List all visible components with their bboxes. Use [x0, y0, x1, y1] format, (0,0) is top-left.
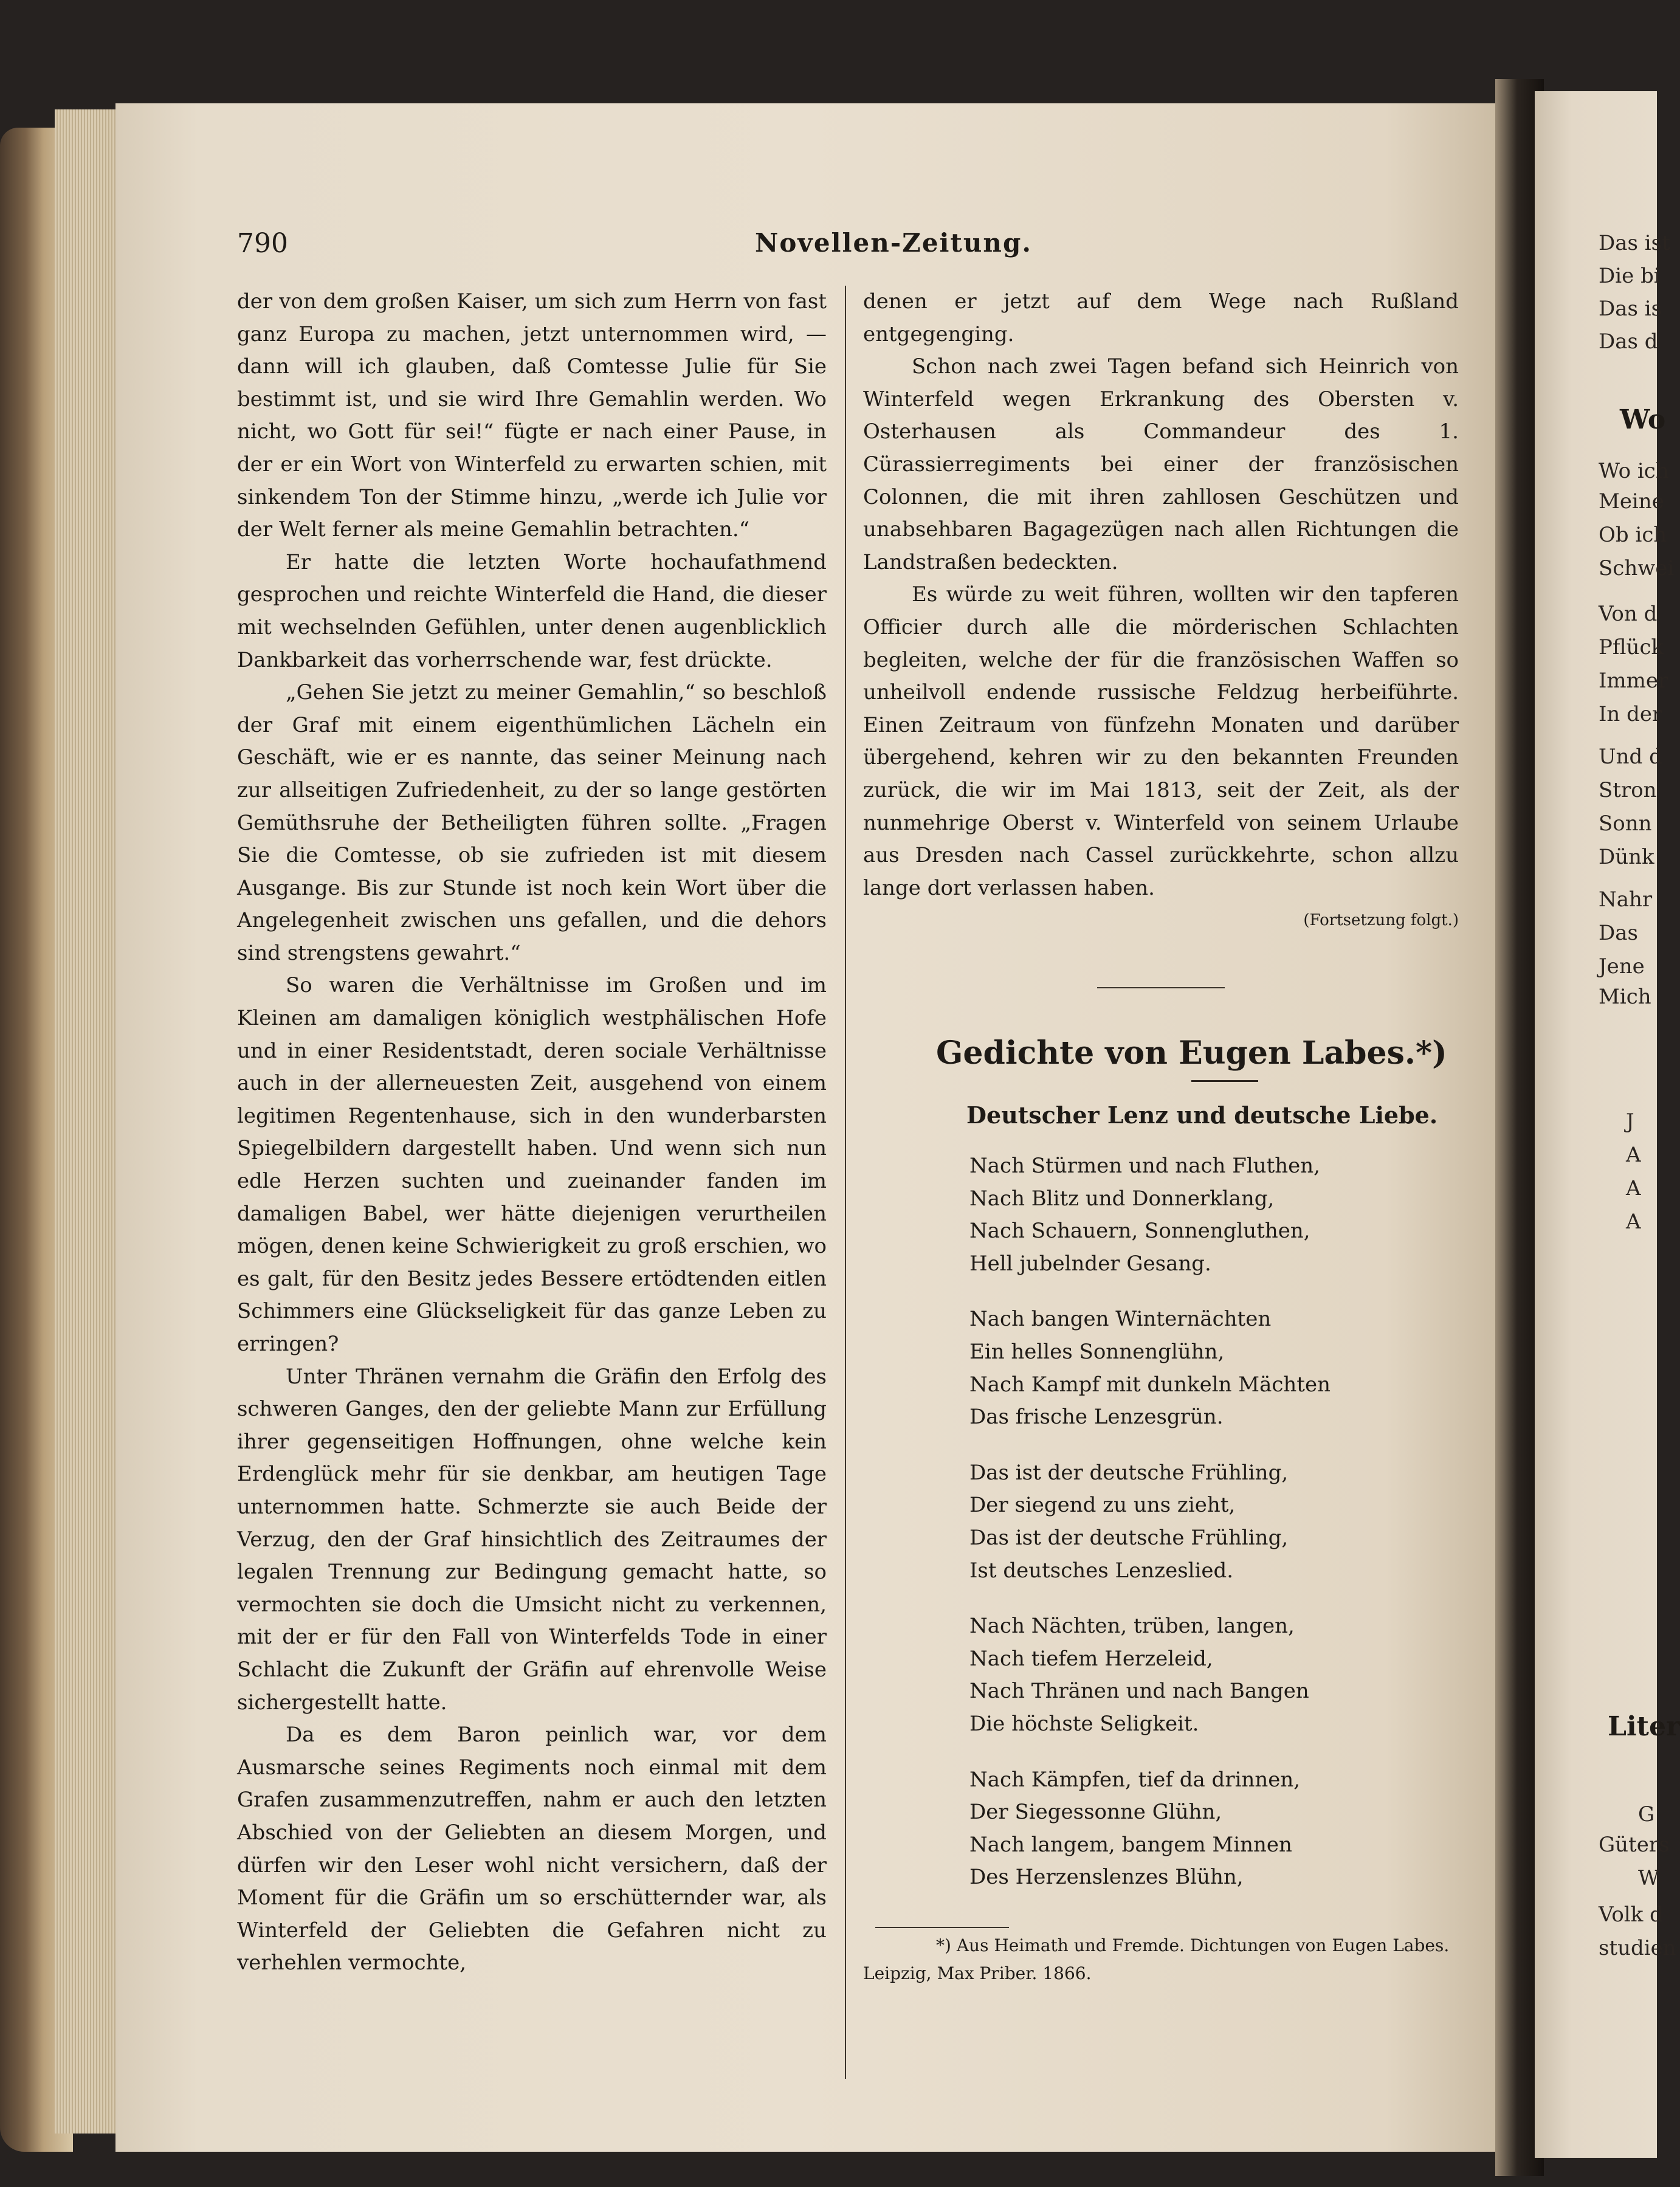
poem-stanza — [969, 1457, 1459, 1587]
poem-stanza — [969, 1303, 1459, 1433]
poem-line: Des Herzenslenzes Blühn, — [969, 1865, 1244, 1890]
poem-stanza — [969, 1150, 1459, 1280]
poem-line: Das ist der deutsche Frühling, — [969, 1460, 1289, 1485]
right-column — [863, 286, 1459, 1988]
next-page-line: In der — [1599, 702, 1662, 726]
footnote — [863, 1932, 1459, 1988]
poem-line: Hell jubelnder Gesang. — [969, 1251, 1211, 1276]
poem-line: Die höchste Seligkeit. — [969, 1711, 1199, 1736]
next-page-fragment — [1535, 91, 1680, 2158]
continuation-note: (Fortsetzung folgt.) — [1303, 911, 1459, 930]
poem-line: Nach Kämpfen, tief da drinnen, — [969, 1767, 1301, 1792]
poem-line: Nach Kampf mit dunkeln Mächten — [969, 1372, 1331, 1397]
poem-line: Nach Thränen und nach Bangen — [969, 1679, 1309, 1704]
next-page-line: Güters — [1599, 1833, 1670, 1857]
poem-line: Der Siegessonne Glühn, — [969, 1800, 1222, 1825]
poem-line: Ein helles Sonnenglühn, — [969, 1340, 1225, 1365]
poem-line: Der siegend zu uns zieht, — [969, 1493, 1236, 1518]
next-page-line: A — [1626, 1210, 1641, 1234]
paragraph: Unter Thränen vernahm die Gräfin den Erfolg des schweren Ganges, den der geliebte Mann zur Erfüllung ihrer gegenseitigen Hoffnungen, ohne welche kein Erdenglück mehr für sie denkbar, am heutigen Tage unternommen hatte. Schmerzte sie auch Beide der Verzug, den der Graf hinsichtlich des Zeitraumes der legalen Trennung zur Bedingung gemacht hatte, so vermochten sie doch die Umsicht nicht zu verkennen, mit der er für den Fall von Winterfelds Tode in einer Schlacht die Zukunft der Gräfin auf ehrenvolle Weise sichergestellt hatte. — [237, 1364, 827, 1715]
paragraph: Er hatte die letzten Worte hochaufathmend gesprochen und reichte Winterfeld die Hand, die dieser mit wechselnden Gefühlen, unter denen augenblicklich Dankbarkeit das vorherrschende war, fest drückte. — [237, 549, 827, 672]
next-page-line: Jene — [1599, 954, 1645, 979]
footnote-line: Leipzig, Max Priber. 1866. — [863, 1963, 1092, 1983]
next-page-line: J — [1626, 1109, 1634, 1134]
next-page-line: Sonn — [1599, 811, 1652, 836]
poem-stanza — [969, 1764, 1459, 1894]
book-page — [115, 103, 1495, 2152]
poem-line: Das ist der deutsche Frühling, — [969, 1526, 1289, 1550]
next-page-line: Von d — [1599, 602, 1658, 626]
next-page-line: Pflück — [1599, 635, 1664, 660]
next-page-line: Dünk — [1599, 845, 1654, 869]
next-page-heading: Liter — [1608, 1711, 1680, 1742]
next-page-line: A — [1626, 1176, 1641, 1200]
poem-stanza — [969, 1610, 1459, 1740]
next-page-line: W — [1638, 1866, 1659, 1890]
next-page-line: Mich — [1599, 985, 1651, 1009]
next-page-line: Volk d — [1599, 1903, 1663, 1927]
poem-line: Nach langem, bangem Minnen — [969, 1832, 1292, 1857]
paragraph: Es würde zu weit führen, wollten wir den tapferen Officier durch alle die mörderischen Schlachten begleiten, welche der für die französischen Waffen so unheilvoll endende russische Feldzug herbeiführte. Einen Zeitraum von fünfzehn Monaten und darüber übergehend, kehren wir zu den bekannten Freunden zurück, die wir im Mai 1813, seit der Zeit, als der nunmehrige Oberst v. Winterfeld von seinem Urlaube aus Dresden nach Cassel zurückkehrte, schon allzu lange dort verlassen haben. — [863, 582, 1459, 900]
poem-line: Nach bangen Winternächten — [969, 1307, 1272, 1332]
paragraph: der von dem großen Kaiser, um sich zum Herrn von fast ganz Europa zu machen, jetzt unternommen wird, — dann will ich glauben, daß Comtesse Julie für Sie bestimmt ist, und sie wird Ihre Gemahlin werden. Wo nicht, wo Gott für sei!“ fügte er nach einer Pause, in der er ein Wort von Winterfeld zu erwarten schien, mit sinkendem Ton der Stimme hinzu, „werde ich Julie vor der Welt ferner als meine Gemahlin betrachten.“ — [237, 289, 827, 542]
next-page-line: Meine — [1599, 489, 1664, 514]
poem-line: Nach Nächten, trüben, langen, — [969, 1614, 1295, 1639]
column-divider — [845, 286, 846, 2079]
poem-line: Nach tiefem Herzeleid, — [969, 1646, 1213, 1671]
next-page-line: Schwei — [1599, 556, 1675, 580]
title-underline — [1191, 1080, 1258, 1082]
poem-line: Nach Blitz und Donnerklang, — [969, 1186, 1275, 1211]
left-column — [237, 286, 827, 1980]
paragraph: So waren die Verhältnisse im Großen und im Kleinen am damaligen königlich westphälischen Hofe und in einer Residentstadt, deren sociale Verhältnisse auch in der allerneuesten Zeit, ausgehend von einem legitimen Regentenhause, sich in den wunderbarsten Spiegelbildern dargestellt haben. Und wenn sich nun edle Herzen suchten und zueinander fanden im damaligen Babel, wer hätte diejenigen verurtheilen mögen, denen keine Schwierigkeit zu groß erschien, wo es galt, für den Besitz jedes Bessere ertödtenden eitlen Schimmers eine Glückseligkeit für das ganze Leben zu erringen? — [237, 973, 827, 1356]
next-page-line: Das d — [1599, 329, 1658, 354]
next-page-line: Das is — [1599, 297, 1662, 321]
next-page-heading: Wo — [1620, 404, 1666, 435]
next-page-line: studien — [1599, 1936, 1676, 1960]
paragraph: Schon nach zwei Tagen befand sich Heinrich von Winterfeld wegen Erkrankung des Obersten v. Osterhausen als Commandeur des 1. Cürassierregiments bei einer der französischen Colonnen, die mit ihren zahllosen Geschützen und unabsehbaren Bagagezügen nach allen Richtungen die Landstraßen bedeckten. — [863, 354, 1459, 574]
footnote-rule — [875, 1927, 1009, 1928]
paragraph: Da es dem Baron peinlich war, vor dem Ausmarsche seines Regiments noch einmal mit dem Grafen zusammenzutreffen, nahm er auch den letzten Abschied von der Geliebten an diesem Morgen, und dürfen wir den Leser wohl nicht versichern, daß der Moment für die Gräfin um so erschütternder war, als Winterfeld der Geliebten die Gefahren nicht zu verhehlen vermochte, — [237, 1723, 827, 1975]
next-page-line: Das — [1599, 921, 1638, 945]
next-page-line: Immer — [1599, 669, 1668, 693]
paragraph: denen er jetzt auf dem Wege nach Rußland entgegenging. — [863, 289, 1459, 346]
next-page-line: Und d — [1599, 745, 1662, 769]
page-number: 790 — [237, 228, 288, 259]
section-divider — [1097, 987, 1225, 988]
poem-line: Nach Schauern, Sonnengluthen, — [969, 1219, 1310, 1244]
page-header — [115, 228, 1495, 264]
next-page-line: Ob ich — [1599, 523, 1667, 547]
running-title: Novellen-Zeitung. — [755, 228, 1032, 258]
poem-line: Ist deutsches Lenzeslied. — [969, 1558, 1234, 1583]
next-page-line: Stron — [1599, 778, 1657, 802]
next-page-line: A — [1626, 1143, 1641, 1167]
poem-collection-title: Gedichte von Eugen Labes.*) — [936, 1034, 1447, 1072]
poem-body — [863, 1150, 1459, 1894]
poem-line: Das frische Lenzesgrün. — [969, 1405, 1224, 1430]
poem-title: Deutscher Lenz und deutsche Liebe. — [966, 1101, 1438, 1129]
paragraph: „Gehen Sie jetzt zu meiner Gemahlin,“ so beschloß der Graf mit einem eigenthümlichen Lächeln ein Geschäft, wie er es nannte, das seiner Meinung nach zur allseitigen Zufriedenheit, zu der so lange gestörten Gemüthsruhe der Betheiligten führen sollte. „Fragen Sie die Comtesse, ob sie zufrieden ist mit diesem Ausgange. Bis zur Stunde ist noch kein Wort über die Angelegenheit zwischen uns gefallen, und die dehors sind strengstens gewahrt.“ — [237, 680, 827, 965]
next-page-line: Die bi — [1599, 264, 1661, 288]
next-page-line: Nahr — [1599, 887, 1653, 912]
next-page-line: Das ist — [1599, 231, 1670, 255]
poem-line: Nach Stürmen und nach Fluthen, — [969, 1154, 1320, 1179]
next-page-line: G — [1638, 1802, 1655, 1827]
next-page-line: Wo ich — [1599, 459, 1669, 483]
footnote-line: *) Aus Heimath und Fremde. Dichtungen von Eugen Labes. — [936, 1935, 1450, 1955]
